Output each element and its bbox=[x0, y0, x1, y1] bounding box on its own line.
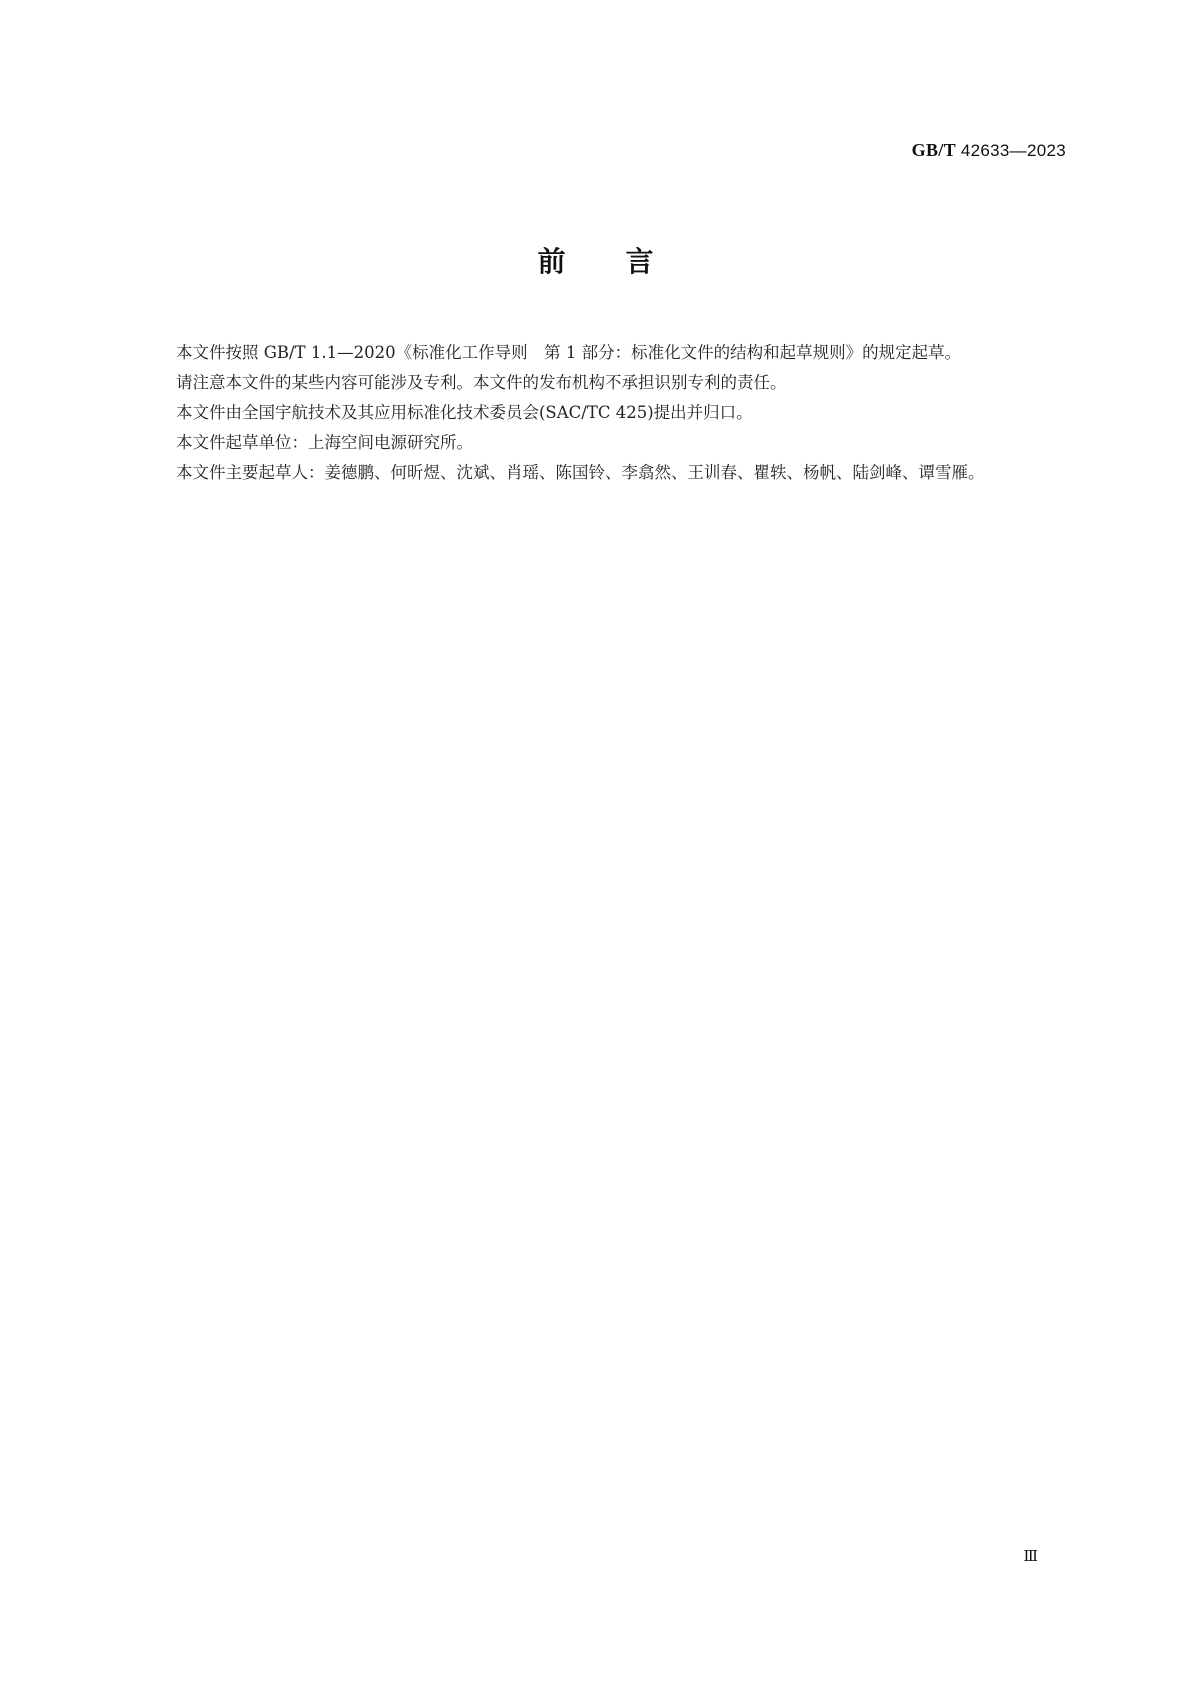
standard-code-prefix: GB/T bbox=[911, 140, 956, 160]
paragraph-drafters: 本文件主要起草人：姜德鹏、何昕煜、沈斌、肖瑶、陈国铃、李翕然、王训春、瞿轶、杨帆、陆剑峰、谭雪雁。 bbox=[176, 463, 985, 482]
foreword-body bbox=[143, 338, 1068, 488]
paragraph-patent-notice: 请注意本文件的某些内容可能涉及专利。本文件的发布机构不承担识别专利的责任。 bbox=[176, 373, 787, 392]
standard-code-number: 42633—2023 bbox=[960, 141, 1066, 160]
paragraph-proposer: 本文件由全国宇航技术及其应用标准化技术委员会(SAC/TC 425)提出并归口。 bbox=[176, 403, 753, 422]
page-number: Ⅲ bbox=[1023, 1549, 1039, 1565]
page-title bbox=[0, 240, 1191, 280]
paragraph-drafting-unit: 本文件起草单位：上海空间电源研究所。 bbox=[176, 433, 473, 452]
page-title-char-2: 言 bbox=[625, 245, 654, 278]
page-title-char-1: 前 bbox=[537, 245, 566, 278]
paragraph-drafting-rules: 本文件按照 GB/T 1.1—2020《标准化工作导则 第 1 部分：标准化文件的结构和起草规则》的规定起草。 bbox=[176, 343, 962, 362]
standard-code bbox=[912, 140, 1066, 161]
